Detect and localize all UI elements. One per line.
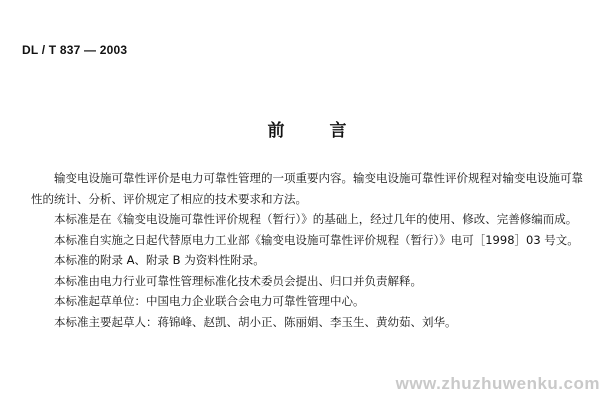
watermark-text: www.zhuzhuwenku.com bbox=[395, 374, 600, 393]
standard-code: DL / T 837 — 2003 bbox=[22, 43, 128, 57]
paragraph-3: 本标准自实施之日起代替原电力工业部《输变电设施可靠性评价规程（暂行）》电可［1998］03 号文。 bbox=[54, 232, 579, 247]
paragraph-6: 本标准起草单位：中国电力企业联合会电力可靠性管理中心。 bbox=[54, 294, 365, 308]
foreword-body bbox=[31, 168, 591, 332]
paragraph-7: 本标准主要起草人：蒋锦峰、赵凯、胡小正、陈丽娟、李玉生、黄幼茹、刘华。 bbox=[54, 314, 457, 329]
page-title: 前 言 bbox=[267, 121, 361, 141]
paragraph-5: 本标准由电力行业可靠性管理标准化技术委员会提出、归口并负责解释。 bbox=[54, 273, 422, 288]
paragraph-2: 本标准是在《输变电设施可靠性评价规程（暂行）》的基础上，经过几年的使用、修改、完善修编而成。 bbox=[54, 212, 578, 226]
paragraph-1: 输变电设施可靠性评价是电力可靠性管理的一项重要内容。输变电设施可靠性评价规程对输变电设施可靠性的统计、分析、评价规定了相应的技术要求和方法。 bbox=[31, 171, 583, 206]
paragraph-4: 本标准的附录 A、附录 B 为资料性附录。 bbox=[54, 253, 265, 267]
